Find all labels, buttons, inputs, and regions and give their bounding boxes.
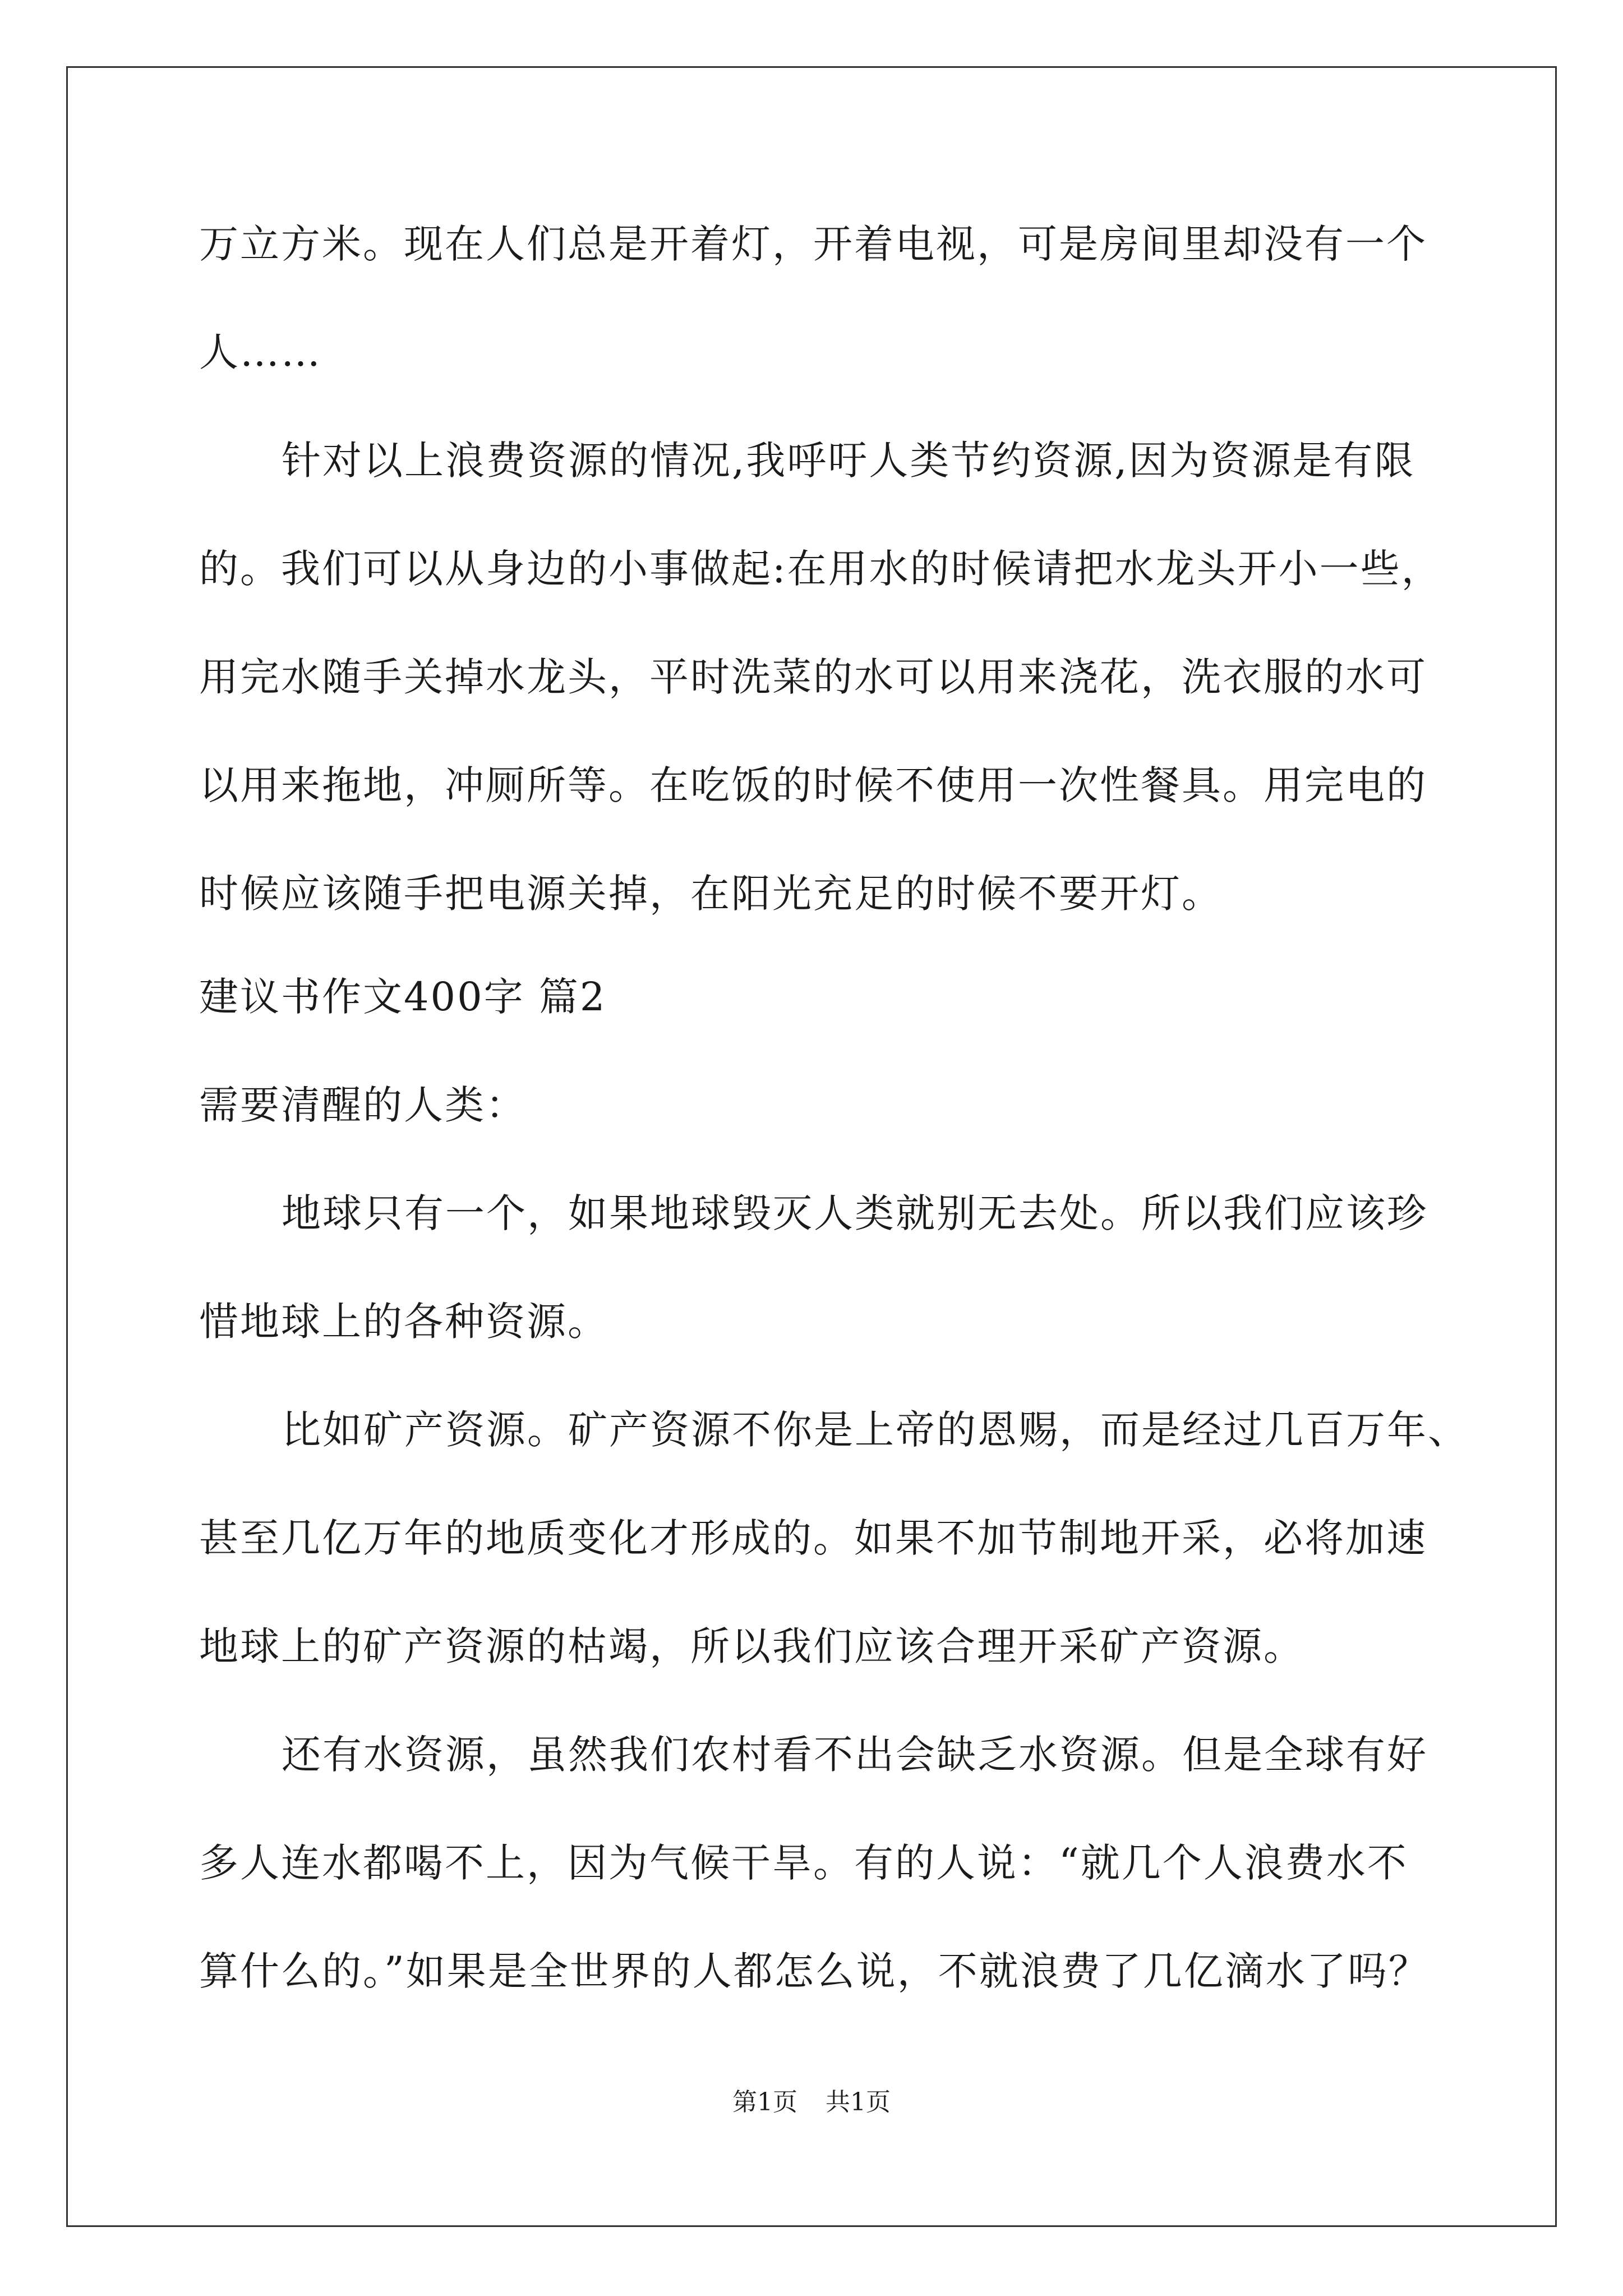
text-line-2: 人…… xyxy=(199,329,322,375)
text-line-1: 万立方米。现在人们总是开着灯，开着电视，可是房间里却没有一个 xyxy=(199,221,1427,267)
text-line-17: 算什么的。”如果是全世界的人都怎么说，不就浪费了几亿滴水了吗？ xyxy=(199,1948,1430,1994)
section-heading: 建议书作文400字 篇2 xyxy=(199,974,607,1020)
salutation: 需要清醒的人类： xyxy=(199,1082,527,1128)
text-line-3: 针对以上浪费资源的情况,我呼吁人类节约资源,因为资源是有限 xyxy=(282,438,1415,484)
text-line-6: 以用来拖地，冲厕所等。在吃饭的时候不使用一次性餐具。用完电的 xyxy=(199,762,1427,808)
page-number: 第1页 xyxy=(732,2088,797,2116)
text-line-11: 惜地球上的各种资源。 xyxy=(199,1299,608,1345)
text-line-13: 甚至几亿万年的地质变化才形成的。如果不加节制地开采，必将加速 xyxy=(199,1515,1427,1561)
text-line-15: 还有水资源，虽然我们农村看不出会缺乏水资源。但是全球有好 xyxy=(282,1732,1428,1778)
text-line-7: 时候应该随手把电源关掉，在阳光充足的时候不要开灯。 xyxy=(199,871,1223,917)
page-border xyxy=(66,66,1557,2227)
text-line-5: 用完水随手关掉水龙头，平时洗菜的水可以用来浇花，洗衣服的水可 xyxy=(199,654,1427,700)
text-line-14: 地球上的矿产资源的枯竭，所以我们应该合理开采矿产资源。 xyxy=(199,1623,1304,1669)
text-line-4: 的。我们可以从身边的小事做起:在用水的时候请把水龙头开小一些， xyxy=(199,546,1442,592)
text-line-16: 多人连水都喝不上，因为气候干旱。有的人说：“就几个人浪费水不 xyxy=(199,1840,1408,1886)
text-line-10: 地球只有一个，如果地球毁灭人类就别无去处。所以我们应该珍 xyxy=(282,1190,1428,1236)
page-footer xyxy=(0,2086,1623,2119)
page-total: 共1页 xyxy=(826,2088,891,2116)
text-line-12: 比如矿产资源。矿产资源不你是上帝的恩赐，而是经过几百万年、 xyxy=(282,1407,1469,1453)
